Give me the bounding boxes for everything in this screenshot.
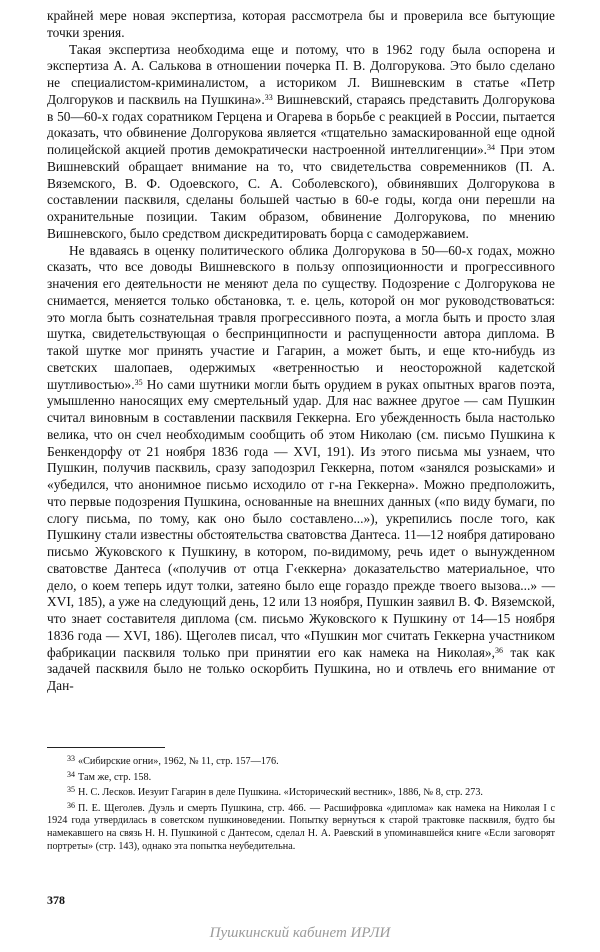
main-text bbox=[47, 8, 555, 695]
paragraph-text: так как задачей пасквиля было не только оскорбить Пушкина, но и отвлечь его внимание от Дан- bbox=[47, 644, 555, 693]
paragraph bbox=[47, 243, 555, 695]
footnote-number: 36 bbox=[67, 800, 75, 810]
footnote-ref: 35 bbox=[134, 377, 143, 387]
footnotes bbox=[47, 753, 555, 853]
paragraph-text: крайней мере новая экспертиза, которая рассмотрела бы и проверила все бытующие точки зрения. bbox=[47, 8, 555, 40]
footnote-text: Н. С. Лесков. Иезуит Гагарин в деле Пушкина. «Исторический вестник», 1886, № 8, стр. 273. bbox=[78, 787, 483, 799]
footnote-text: П. Е. Щеголев. Дуэль и смерть Пушкина, стр. 466. — Расшифровка «диплома» как намека на Николая I с 1924 года утвердилась в советском пушкиноведении. Попытку вернуться к старой трактовке пасквиля, будто бы намекавшего на связь Н. Н. Пушкиной с Дантесом, сделал Н. А. Раевский в упоминавшейся книге «Если заговорят портреты» (стр. 143), однако эта попытка неубедительна. bbox=[47, 802, 555, 852]
footnote bbox=[47, 753, 555, 769]
footnote-number: 34 bbox=[67, 769, 75, 779]
footnote bbox=[47, 800, 555, 853]
paragraph bbox=[47, 8, 555, 42]
footnote-ref: 33 bbox=[264, 92, 273, 102]
paragraph-text: Вишневский, стараясь представить Долгорукова в 50—60-х годах соратником Герцена и Огарева в борьбе с реакцией в России, пытается доказать, что обвинение Долгорукова является «тщательно замаскированной еще одной полицейской акцией против демократически настроенной интеллигенции». bbox=[47, 91, 555, 157]
footnote-divider bbox=[47, 747, 165, 748]
paragraph-text: Такая экспертиза необходима еще и потому, что в 1962 году была оспорена и экспертиза А. А. Салькова в отношении почерка П. В. Долгорукова. Это было сделано не специалистом-криминалистом, а историком Л. Вишневским в статье «Петр Долгоруков и пасквиль на Пушкина». bbox=[47, 41, 555, 107]
footnote-text: Там же, стр. 158. bbox=[78, 771, 152, 783]
paragraph-text: Не вдаваясь в оценку политического облика Долгорукова в 50—60-х годах, можно сказать, что все доводы Вишневского в пользу оппозиционности и прогрессивного значения его деятельности не меняют дела по существу. Подозрение с Долгорукова не снимается, меняется только обстановка, т. е. цель, которой он мог руководствоваться: это могла быть сознательная травля прогрессивного поэта, а могла быть и просто злая шутка, свидетельствующая о беспринципности и распущенности автора диплома. В такой шутке мог принять участие и Гагарин, а может быть, и еще кто-нибудь из светских шалопаев, одержимых «ветренностью и неосторожной кадетской шутливостью». bbox=[47, 242, 555, 392]
paragraph bbox=[47, 42, 555, 243]
footnote bbox=[47, 769, 555, 785]
library-watermark: Пушкинский кабинет ИРЛИ bbox=[209, 925, 391, 941]
footnote bbox=[47, 784, 555, 800]
footnote-ref: 36 bbox=[494, 645, 503, 655]
footnote-number: 33 bbox=[67, 754, 75, 763]
footnote-ref: 34 bbox=[487, 143, 496, 152]
footnote-text: «Сибирские огни», 1962, № 11, стр. 157—176. bbox=[78, 756, 279, 767]
page-number: 378 bbox=[47, 893, 65, 907]
paragraph-text: При этом Вишневский обращает внимание на то, что свидетельства современников (П. А. Вяземского, В. Ф. Одоевского, С. А. Соболевского), обвинявших Долгорукова в составлении пасквиля, сделаны большей частью в 60-е годы, когда они перешли на охранительные позиции. Таким образом, обвинение Долгорукова, по мнению Вишневского, было средством дискредитировать борца с самодержавием. bbox=[47, 142, 555, 241]
footnote-number: 35 bbox=[67, 785, 75, 795]
paragraph-text: Но сами шутники могли быть орудием в руках опытных врагов поэта, умышленно наносящих ему смертельный удар. Для нас важнее другое — сам Пушкин считал виновным в составлении пасквиля Геккерна. Его убежденность была настолько велика, что он счел необходимым сообщить об этом Николаю (см. письмо Пушкина к Бенкендорфу от 21 ноября 1836 года — XVI, 191). Из этого письма мы узнаем, что Пушкин, получив пасквиль, сразу заподозрил Геккерна, потом «занялся розысками» и «убедился, что анонимное письмо исходило от г-на Геккерна». Можно предположить, что первые подозрения Пушкина, основанные на внешних данных («по виду бумаги, по слогу письма, по тому, как оно было составлено...»), укрепились после того, как Пушкину стали известны обстоятельства сватовства Дантеса. 11—12 ноября датировано письмо Жуковского к Пушкину, в котором, по-видимому, речь идет о вынужденном сватовстве Дантеса («получив от отца Г‹еккерна› доказательство материальное, что дело, о коем теперь идут толки, затеяно было еще гораздо прежде твоего вызова...» — XVI, 185), а уже на следующий день, 12 или 13 ноября, Пушкин заявил В. Ф. Вяземской, что знает составителя диплома (см. письмо Жуковского к Пушкину от 14—15 ноября 1836 года — XVI, 186). Щеголев писал, что «Пушкин мог считать Геккерна участником фабрикации пасквиля только при принятии его как намека на Николая», bbox=[47, 376, 555, 660]
